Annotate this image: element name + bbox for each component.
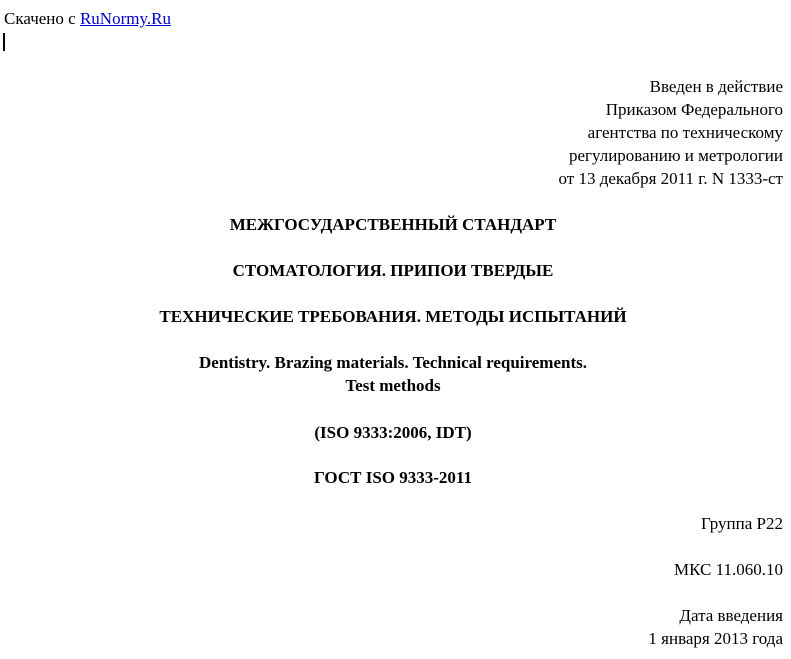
title-ru-line-1: СТОМАТОЛОГИЯ. ПРИПОИ ТВЕРДЫЕ: [232, 261, 554, 280]
enactment-line: регулированию и метрологии: [568, 146, 783, 165]
intro-date-label: Дата введения: [679, 606, 783, 625]
title-ru-line-2: ТЕХНИЧЕСКИЕ ТРЕБОВАНИЯ. МЕТОДЫ ИСПЫТАНИЙ: [159, 307, 627, 326]
runormy-link[interactable]: RuNormy.Ru: [79, 9, 171, 28]
mks-code: МКС 11.060.10: [674, 560, 783, 579]
source-prefix: Скачено с: [4, 9, 80, 28]
enactment-line: Приказом Федерального: [605, 100, 783, 119]
source-line: [4, 9, 171, 29]
intro-date: 1 января 2013 года: [648, 629, 783, 648]
group-code: Группа Р22: [701, 514, 783, 533]
enactment-line: агентства по техническому: [587, 123, 783, 142]
title-en-line-2: Test methods: [345, 376, 441, 395]
enactment-block: [558, 75, 783, 190]
iso-reference: (ISO 9333:2006, IDT): [314, 423, 472, 442]
enactment-line: Введен в действие: [649, 77, 783, 96]
standard-type-heading: МЕЖГОСУДАРСТВЕННЫЙ СТАНДАРТ: [229, 215, 557, 234]
text-cursor: [3, 33, 5, 51]
title-en-line-1: Dentistry. Brazing materials. Technical requirements.: [199, 353, 587, 372]
gost-number: ГОСТ ISO 9333-2011: [314, 468, 472, 487]
enactment-line: от 13 декабря 2011 г. N 1333-ст: [558, 169, 783, 188]
